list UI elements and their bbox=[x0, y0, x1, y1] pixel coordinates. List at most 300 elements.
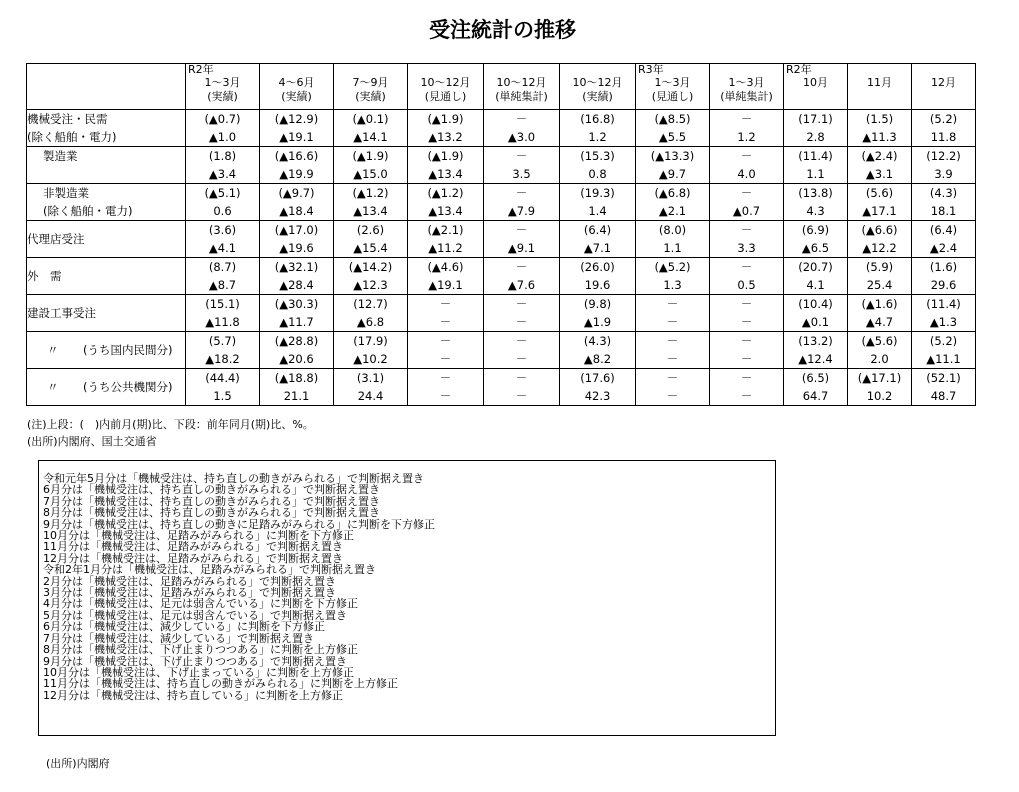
order-statistics-table bbox=[26, 63, 976, 406]
mom-change-value: － bbox=[515, 149, 528, 163]
row-label-line: (除く船舶・電力) bbox=[43, 204, 133, 218]
column-kind: (実績) bbox=[355, 90, 386, 103]
data-cell bbox=[408, 221, 484, 258]
yoy-change-value: ▲17.1 bbox=[862, 204, 897, 218]
yoy-change-value: ▲15.0 bbox=[353, 167, 388, 181]
data-cell bbox=[484, 110, 560, 147]
yoy-change-value: ▲28.4 bbox=[279, 278, 314, 292]
data-cell bbox=[186, 184, 260, 221]
page-title: 受注統計の推移 bbox=[429, 18, 576, 42]
mom-change-value: (1.5) bbox=[865, 112, 894, 126]
yoy-change-value: 3.9 bbox=[934, 167, 953, 181]
column-year bbox=[560, 64, 635, 76]
mom-change-value: (44.4) bbox=[205, 371, 240, 385]
mom-change-value: (▲5.2) bbox=[654, 260, 691, 274]
yoy-change-value: ▲3.0 bbox=[507, 130, 536, 144]
yoy-change-value: ▲7.1 bbox=[583, 241, 612, 255]
yoy-change-value: ▲13.4 bbox=[428, 167, 463, 181]
mom-change-value: (▲5.1) bbox=[204, 186, 241, 200]
yoy-change-value: ▲9.1 bbox=[507, 241, 536, 255]
yoy-change-value: 3.5 bbox=[512, 167, 531, 181]
row-label-text: 代理店受注 bbox=[27, 232, 85, 246]
data-cell bbox=[560, 184, 636, 221]
yoy-change-value: 64.7 bbox=[802, 389, 829, 403]
row-label bbox=[27, 184, 186, 221]
yoy-change-value: 1.4 bbox=[588, 204, 607, 218]
data-cell bbox=[636, 110, 710, 147]
row-label-sub: (うち国内民間分) bbox=[83, 343, 173, 357]
assessment-line: 7月分は「機械受注は、持ち直しの動きがみられる」で判断据え置き bbox=[43, 494, 380, 508]
mom-change-value: (26.0) bbox=[580, 260, 615, 274]
column-year bbox=[260, 64, 333, 76]
data-cell bbox=[710, 332, 784, 369]
yoy-change-value: ▲18.2 bbox=[205, 352, 240, 366]
column-year bbox=[484, 64, 559, 76]
data-cell bbox=[408, 258, 484, 295]
mom-change-value: (12.7) bbox=[353, 297, 388, 311]
yoy-change-value: 0.5 bbox=[737, 278, 756, 292]
table-row bbox=[27, 221, 976, 258]
assessment-line: 5月分は「機械受注は、足元は弱含んでいる」で判断据え置き bbox=[43, 608, 347, 622]
column-year bbox=[912, 64, 975, 76]
table-row bbox=[27, 369, 976, 406]
mom-change-value: (8.7) bbox=[208, 260, 237, 274]
mom-change-value: (15.3) bbox=[580, 149, 615, 163]
column-period: 10～12月 bbox=[496, 76, 547, 89]
mom-change-value: (▲14.2) bbox=[348, 260, 393, 274]
yoy-change-value: － bbox=[740, 315, 753, 329]
yoy-change-value: 18.1 bbox=[930, 204, 957, 218]
row-label-text: 建設工事受注 bbox=[27, 306, 96, 320]
yoy-change-value: ▲13.2 bbox=[428, 130, 463, 144]
yoy-change-value: ▲11.1 bbox=[926, 352, 961, 366]
data-cell bbox=[710, 147, 784, 184]
yoy-change-value: ▲12.2 bbox=[862, 241, 897, 255]
yoy-change-value: ▲4.1 bbox=[208, 241, 237, 255]
mom-change-value: (10.4) bbox=[798, 297, 833, 311]
assessment-line: 令和2年1月分は「機械受注は、足踏みがみられる」で判断据え置き bbox=[43, 563, 376, 577]
yoy-change-value: ▲15.4 bbox=[353, 241, 388, 255]
column-header bbox=[560, 64, 636, 110]
yoy-change-value: ▲3.1 bbox=[865, 167, 894, 181]
assessment-line: 12月分は「機械受注は、持ち直している」に判断を上方修正 bbox=[43, 688, 343, 702]
column-header bbox=[912, 64, 976, 110]
mom-change-value: (▲4.6) bbox=[427, 260, 464, 274]
mom-change-value: (▲8.5) bbox=[654, 112, 691, 126]
data-cell bbox=[334, 110, 408, 147]
data-cell bbox=[784, 369, 848, 406]
mom-change-value: (6.4) bbox=[929, 223, 958, 237]
mom-change-value: (▲18.8) bbox=[274, 371, 319, 385]
yoy-change-value: － bbox=[515, 389, 528, 403]
column-period: 12月 bbox=[931, 76, 956, 89]
column-header bbox=[848, 64, 912, 110]
data-cell bbox=[784, 332, 848, 369]
data-cell bbox=[408, 295, 484, 332]
mom-change-value: (5.2) bbox=[929, 112, 958, 126]
mom-change-value: － bbox=[740, 223, 753, 237]
data-cell bbox=[912, 110, 976, 147]
row-label-text: 外 需 bbox=[27, 269, 62, 283]
data-cell bbox=[912, 184, 976, 221]
row-label-line: 機械受注・民需 bbox=[27, 112, 108, 126]
data-cell bbox=[912, 369, 976, 406]
column-period: 11月 bbox=[867, 76, 892, 89]
data-cell bbox=[848, 147, 912, 184]
data-cell bbox=[334, 258, 408, 295]
row-label-line: (除く船舶・電力) bbox=[27, 130, 117, 144]
yoy-change-value: － bbox=[515, 352, 528, 366]
mom-change-value: － bbox=[740, 186, 753, 200]
column-kind: (実績) bbox=[582, 90, 613, 103]
mom-change-value: (19.3) bbox=[580, 186, 615, 200]
yoy-change-value: ▲12.4 bbox=[798, 352, 833, 366]
data-cell bbox=[334, 147, 408, 184]
assessment-line: 4月分は「機械受注は、足元は弱含んでいる」に判断を下方修正 bbox=[43, 597, 358, 611]
yoy-change-value: ▲1.9 bbox=[583, 315, 612, 329]
mom-change-value: － bbox=[515, 223, 528, 237]
mom-change-value: (▲12.9) bbox=[274, 112, 319, 126]
mom-change-value: － bbox=[740, 149, 753, 163]
assessment-line: 12月分は「機械受注は、足踏みがみられる」で判断据え置き bbox=[43, 551, 343, 565]
header-corner bbox=[27, 64, 186, 110]
yoy-change-value: ▲6.8 bbox=[356, 315, 385, 329]
data-cell bbox=[408, 147, 484, 184]
yoy-change-value: ▲0.1 bbox=[801, 315, 830, 329]
yoy-change-value: 0.8 bbox=[588, 167, 607, 181]
data-cell bbox=[636, 221, 710, 258]
data-cell bbox=[848, 258, 912, 295]
row-label-sub: (うち公共機関分) bbox=[83, 380, 173, 394]
data-cell bbox=[784, 221, 848, 258]
mom-change-value: (12.2) bbox=[926, 149, 961, 163]
yoy-change-value: ▲11.7 bbox=[279, 315, 314, 329]
mom-change-value: (▲1.2) bbox=[427, 186, 464, 200]
assessment-line: 2月分は「機械受注は、足踏みがみられる」で判断据え置き bbox=[43, 574, 336, 588]
column-kind: (単純集計) bbox=[720, 90, 773, 103]
data-cell bbox=[710, 295, 784, 332]
data-cell bbox=[848, 295, 912, 332]
mom-change-value: (9.8) bbox=[583, 297, 612, 311]
row-label bbox=[27, 295, 186, 332]
data-cell bbox=[912, 221, 976, 258]
assessment-source: (出所)内閣府 bbox=[46, 757, 110, 770]
yoy-change-value: 25.4 bbox=[866, 278, 893, 292]
data-cell bbox=[710, 258, 784, 295]
mom-change-value: (6.4) bbox=[583, 223, 612, 237]
mom-change-value: (17.1) bbox=[798, 112, 833, 126]
yoy-change-value: ▲1.0 bbox=[208, 130, 237, 144]
data-cell bbox=[484, 369, 560, 406]
ditto-mark: 〃 bbox=[47, 380, 59, 394]
data-cell bbox=[334, 295, 408, 332]
column-header bbox=[710, 64, 784, 110]
yoy-change-value: ▲19.6 bbox=[279, 241, 314, 255]
yoy-change-value: 4.3 bbox=[806, 204, 825, 218]
mom-change-value: － bbox=[439, 371, 452, 385]
data-cell bbox=[784, 258, 848, 295]
yoy-change-value: 1.3 bbox=[663, 278, 682, 292]
mom-change-value: (▲6.6) bbox=[861, 223, 898, 237]
data-cell bbox=[408, 184, 484, 221]
yoy-change-value: － bbox=[740, 389, 753, 403]
yoy-change-value: － bbox=[666, 315, 679, 329]
mom-change-value: (▲1.9) bbox=[352, 149, 389, 163]
mom-change-value: (13.8) bbox=[798, 186, 833, 200]
row-label-line: 非製造業 bbox=[43, 186, 89, 200]
data-cell bbox=[848, 184, 912, 221]
mom-change-value: (6.9) bbox=[801, 223, 830, 237]
data-cell bbox=[784, 147, 848, 184]
yoy-change-value: ▲20.6 bbox=[279, 352, 314, 366]
table-row bbox=[27, 184, 976, 221]
yoy-change-value: ▲11.3 bbox=[862, 130, 897, 144]
yoy-change-value: 4.1 bbox=[806, 278, 825, 292]
mom-change-value: (8.0) bbox=[658, 223, 687, 237]
row-label bbox=[27, 221, 186, 258]
yoy-change-value: 1.2 bbox=[588, 130, 607, 144]
mom-change-value: － bbox=[740, 260, 753, 274]
assessment-line: 11月分は「機械受注は、足踏みがみられる」で判断据え置き bbox=[43, 540, 343, 554]
yoy-change-value: ▲19.9 bbox=[279, 167, 314, 181]
mom-change-value: (▲5.6) bbox=[861, 334, 898, 348]
column-header bbox=[484, 64, 560, 110]
yoy-change-value: － bbox=[439, 352, 452, 366]
data-cell bbox=[334, 332, 408, 369]
yoy-change-value: ▲13.4 bbox=[428, 204, 463, 218]
assessment-line: 令和元年5月分は「機械受注は、持ち直しの動きがみられる」で判断据え置き bbox=[43, 472, 424, 485]
column-year bbox=[710, 64, 783, 76]
mom-change-value: － bbox=[515, 260, 528, 274]
mom-change-value: (▲0.7) bbox=[204, 112, 241, 126]
row-label bbox=[27, 147, 186, 184]
yoy-change-value: ▲19.1 bbox=[279, 130, 314, 144]
table-row bbox=[27, 147, 976, 184]
yoy-change-value: － bbox=[666, 389, 679, 403]
data-cell bbox=[560, 332, 636, 369]
column-kind: (見通し) bbox=[424, 90, 467, 103]
yoy-change-value: 29.6 bbox=[930, 278, 957, 292]
mom-change-value: (▲13.3) bbox=[650, 149, 695, 163]
data-cell bbox=[912, 295, 976, 332]
data-cell bbox=[260, 369, 334, 406]
column-period: 1～3月 bbox=[728, 76, 765, 89]
data-cell bbox=[560, 258, 636, 295]
data-cell bbox=[408, 369, 484, 406]
assessment-line: 10月分は「機械受注は、下げ止まっている」に判断を上方修正 bbox=[43, 665, 354, 679]
data-cell bbox=[636, 184, 710, 221]
table-source: (出所)内閣府、国土交通省 bbox=[27, 435, 157, 448]
yoy-change-value: ▲8.7 bbox=[208, 278, 237, 292]
yoy-change-value: ▲18.4 bbox=[279, 204, 314, 218]
mom-change-value: (5.9) bbox=[865, 260, 894, 274]
mom-change-value: (11.4) bbox=[798, 149, 833, 163]
data-cell bbox=[186, 332, 260, 369]
data-cell bbox=[334, 221, 408, 258]
data-cell bbox=[260, 295, 334, 332]
yoy-change-value: － bbox=[740, 352, 753, 366]
yoy-change-value: ▲13.4 bbox=[353, 204, 388, 218]
column-period: 7～9月 bbox=[352, 76, 389, 89]
mom-change-value: － bbox=[666, 334, 679, 348]
assessment-line: 7月分は「機械受注は、減少している」で判断据え置き bbox=[43, 631, 314, 645]
mom-change-value: (4.3) bbox=[929, 186, 958, 200]
mom-change-value: (▲6.8) bbox=[654, 186, 691, 200]
mom-change-value: (▲1.6) bbox=[861, 297, 898, 311]
data-cell bbox=[560, 369, 636, 406]
yoy-change-value: ▲3.4 bbox=[208, 167, 237, 181]
column-period: 1～3月 bbox=[204, 76, 241, 89]
table-row bbox=[27, 332, 976, 369]
ditto-mark: 〃 bbox=[47, 343, 59, 357]
yoy-change-value: 11.8 bbox=[930, 130, 957, 144]
mom-change-value: (▲9.7) bbox=[278, 186, 315, 200]
mom-change-value: (▲2.1) bbox=[427, 223, 464, 237]
yoy-change-value: 1.5 bbox=[213, 389, 232, 403]
yoy-change-value: ▲8.2 bbox=[583, 352, 612, 366]
data-cell bbox=[260, 258, 334, 295]
data-cell bbox=[484, 295, 560, 332]
column-kind: (見通し) bbox=[651, 90, 694, 103]
column-kind: (単純集計) bbox=[495, 90, 548, 103]
yoy-change-value: 1.1 bbox=[663, 241, 682, 255]
data-cell bbox=[260, 221, 334, 258]
assessment-line: 9月分は「機械受注は、持ち直しの動きに足踏みがみられる」に判断を下方修正 bbox=[43, 517, 435, 531]
yoy-change-value: 42.3 bbox=[584, 389, 611, 403]
data-cell bbox=[636, 332, 710, 369]
yoy-change-value: － bbox=[666, 352, 679, 366]
column-year: R2年 bbox=[786, 63, 812, 76]
mom-change-value: － bbox=[740, 334, 753, 348]
yoy-change-value: ▲11.2 bbox=[428, 241, 463, 255]
mom-change-value: (▲30.3) bbox=[274, 297, 319, 311]
yoy-change-value: 3.3 bbox=[737, 241, 756, 255]
column-period: 10～12月 bbox=[420, 76, 471, 89]
column-kind: (実績) bbox=[281, 90, 312, 103]
data-cell bbox=[784, 110, 848, 147]
mom-change-value: － bbox=[740, 297, 753, 311]
yoy-change-value: ▲6.5 bbox=[801, 241, 830, 255]
data-cell bbox=[260, 184, 334, 221]
data-cell bbox=[260, 110, 334, 147]
table-row bbox=[27, 110, 976, 147]
data-cell bbox=[912, 147, 976, 184]
data-cell bbox=[636, 369, 710, 406]
data-cell bbox=[334, 369, 408, 406]
mom-change-value: (4.3) bbox=[583, 334, 612, 348]
mom-change-value: － bbox=[439, 297, 452, 311]
yoy-change-value: ▲0.7 bbox=[732, 204, 761, 218]
yoy-change-value: ▲14.1 bbox=[353, 130, 388, 144]
mom-change-value: (▲1.9) bbox=[427, 149, 464, 163]
mom-change-value: (▲1.9) bbox=[427, 112, 464, 126]
data-cell bbox=[334, 184, 408, 221]
mom-change-value: (17.9) bbox=[353, 334, 388, 348]
data-cell bbox=[408, 332, 484, 369]
assessment-line: 6月分は「機械受注は、減少している」に判断を下方修正 bbox=[43, 620, 325, 634]
mom-change-value: (▲32.1) bbox=[274, 260, 319, 274]
assessment-line: 11月分は「機械受注は、持ち直しの動きがみられる」に判断を上方修正 bbox=[43, 677, 398, 691]
column-year bbox=[408, 64, 483, 76]
data-cell bbox=[484, 221, 560, 258]
mom-change-value: (2.6) bbox=[356, 223, 385, 237]
data-cell bbox=[186, 258, 260, 295]
data-cell bbox=[484, 147, 560, 184]
yoy-change-value: 48.7 bbox=[930, 389, 957, 403]
data-cell bbox=[186, 221, 260, 258]
yoy-change-value: 4.0 bbox=[737, 167, 756, 181]
yoy-change-value: 2.0 bbox=[870, 352, 889, 366]
mom-change-value: (5.7) bbox=[208, 334, 237, 348]
mom-change-value: － bbox=[515, 112, 528, 126]
yoy-change-value: 1.1 bbox=[806, 167, 825, 181]
mom-change-value: (5.2) bbox=[929, 334, 958, 348]
data-cell bbox=[710, 369, 784, 406]
column-year bbox=[334, 64, 407, 76]
mom-change-value: (3.1) bbox=[356, 371, 385, 385]
mom-change-value: (▲2.4) bbox=[861, 149, 898, 163]
data-cell bbox=[848, 221, 912, 258]
assessment-history-box bbox=[38, 460, 776, 736]
mom-change-value: (▲1.2) bbox=[352, 186, 389, 200]
assessment-line: 3月分は「機械受注は、足踏みがみられる」で判断据え置き bbox=[43, 586, 336, 600]
mom-change-value: (▲16.6) bbox=[274, 149, 319, 163]
yoy-change-value: ▲1.3 bbox=[929, 315, 958, 329]
mom-change-value: － bbox=[515, 334, 528, 348]
data-cell bbox=[848, 369, 912, 406]
mom-change-value: (15.1) bbox=[205, 297, 240, 311]
data-cell bbox=[912, 258, 976, 295]
mom-change-value: (16.8) bbox=[580, 112, 615, 126]
yoy-change-value: ▲12.3 bbox=[353, 278, 388, 292]
header-row bbox=[27, 64, 976, 110]
column-period: 10月 bbox=[803, 76, 828, 89]
yoy-change-value: ▲7.9 bbox=[507, 204, 536, 218]
column-kind: (実績) bbox=[207, 90, 238, 103]
column-period: 4～6月 bbox=[278, 76, 315, 89]
data-cell bbox=[186, 369, 260, 406]
mom-change-value: (13.2) bbox=[798, 334, 833, 348]
yoy-change-value: － bbox=[439, 315, 452, 329]
data-cell bbox=[636, 295, 710, 332]
data-cell bbox=[260, 147, 334, 184]
data-cell bbox=[784, 295, 848, 332]
row-label bbox=[27, 332, 186, 369]
yoy-change-value: ▲19.1 bbox=[428, 278, 463, 292]
assessment-line: 8月分は「機械受注は、下げ止まりつつある」に判断を上方修正 bbox=[43, 643, 358, 657]
mom-change-value: (5.6) bbox=[865, 186, 894, 200]
data-cell bbox=[186, 295, 260, 332]
mom-change-value: － bbox=[515, 297, 528, 311]
row-label bbox=[27, 110, 186, 147]
column-year: R3年 bbox=[638, 63, 664, 76]
data-cell bbox=[710, 110, 784, 147]
data-cell bbox=[484, 184, 560, 221]
column-period: 1～3月 bbox=[654, 76, 691, 89]
mom-change-value: (▲17.0) bbox=[274, 223, 319, 237]
yoy-change-value: ▲5.5 bbox=[658, 130, 687, 144]
mom-change-value: － bbox=[515, 371, 528, 385]
yoy-change-value: 24.4 bbox=[357, 389, 384, 403]
data-cell bbox=[186, 147, 260, 184]
mom-change-value: (17.6) bbox=[580, 371, 615, 385]
yoy-change-value: ▲11.8 bbox=[205, 315, 240, 329]
yoy-change-value: ▲4.7 bbox=[865, 315, 894, 329]
mom-change-value: － bbox=[740, 371, 753, 385]
data-cell bbox=[560, 147, 636, 184]
yoy-change-value: 10.2 bbox=[866, 389, 893, 403]
mom-change-value: － bbox=[515, 186, 528, 200]
